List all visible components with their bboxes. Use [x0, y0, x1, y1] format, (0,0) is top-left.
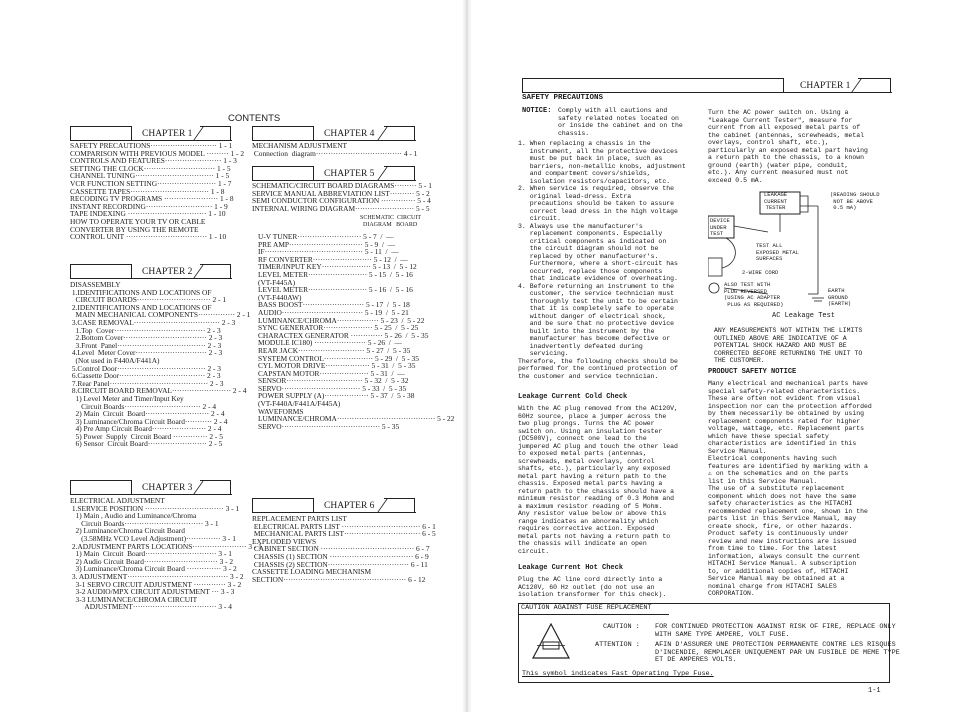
plug-label: ALSO TEST WITH PLUG REVERSED (USING AC ADAPTER PLUG AS REQUIRED) [724, 281, 784, 308]
notice-text: Comply with all cautions and safety related notes located on or inside the cabinet and on the chassis. [558, 107, 683, 137]
attention-label: ATTENTION : [595, 641, 640, 649]
page-number: 1-1 [868, 687, 881, 695]
chapter-6-list: REPLACEMENT PARTS LIST ELECTRICAL PARTS LIST ································ 6 - 1 MECHANICAL PARTS LIST······························· 6 - 5 EXPLODED VIEWS CABINET SECTION ······································ 6 - 7 CHASSIS (1) SECTION ·································· 6 - 9 CHASSIS (2) SECTION································· 6 - 11 CASSETTE LOADING MECHANISM SECTION·················································· 6 - 12 [252, 514, 436, 584]
fuse-warning-icon [531, 622, 571, 662]
leak-hot-title: Leakage Current Hot Check [518, 564, 624, 572]
right-page [472, 0, 956, 712]
chapter-3-list: ELECTRICAL ADJUSTMENT 1.SERVICE POSITION ································ 3 - 1 1) Main , Audio and Luminance/Chroma Circuit Boards································ 3 - 1 2) Luminance/Chroma Circuit Board (3.58MHz VCO Level Adjustment)·············· 3 - 1 2.ADJUSTMENT PARTS LOCATIONS······················ 3 - 1 1) Main Circuit Board····························· 3 - 1 2) Audio Circuit Board······························ 3 - 2 3) Luminance/Chroma Circuit Board ·············· 3 - 2 3. ADJUSTMENT········································· 3 - 2 3-1 SERVO CIRCUIT ADJUSTMENT ············· 3 - 2 3-2 AUDIO/MPX CIRCUIT ADJUSTMENT ··· 3 - 3 3-3 LUMINANCE/CHROMA CIRCUIT ADJUSTMENT·································· 3 - 4 [70, 496, 262, 612]
col2-intro: Turn the AC power switch on. Using a "Leakage Current Tester", measure for current from all exposed metal parts of the cabinet (antennas, screwheads, metal overlays, control shaft, etc.), particularly an exposed metal part having a return path to the chassis, to a known ground (earth) (water pipe, conduit, etc.). Any current measured must not exceed 0.5 mA. [708, 109, 868, 184]
ground-label: EARTH GROUND (EARTH) [828, 287, 852, 307]
notice-label: NOTICE: [522, 107, 552, 115]
chapter-5-column-head: SCHEMATIC CIRCUIT DIAGRAM BOARD [360, 215, 422, 228]
chapter-1-label: CHAPTER 1 [142, 129, 193, 139]
device-label: DEVICE UNDER TEST [710, 217, 730, 237]
caution-text: FOR CONTINUED PROTECTION AGAINST RISK OF FIRE, REPLACE ONLY WITH SAME TYPE AMPERE, VOLT FUSE. [655, 623, 896, 639]
chapter-4-header [252, 128, 416, 141]
right-chapter-header [522, 80, 892, 93]
reading-label: (READING SHOULD NOT BE ABOVE 0.5 mA) [830, 191, 880, 211]
chapter-5-label: CHAPTER 5 [324, 169, 375, 179]
leakage-diagram [708, 186, 918, 326]
safety-items: 1. When replacing a chassis in the instrument, all the protective devices must be put back in place, such as barriers, non-metallic knobs, adjustment and compartment covers/shields, isolation resistors/capacitors, etc. 2. When service is required, observe the original lead-dress. Extra precautions should be taken to assure correct lead dress in the high voltage circuit. 3. Always use the manufacturer's replacement components. Especially critical components as indicated on the circuit diagram should not be replaced by other manufacturer's. Furthermore, where a short-circuit has occurred, replace those components that indicate evidence of overheating. 4. Before returning an instrument to the customer, the service technician must thoroughly test the unit to be certain that it is completely safe to operate without danger of electrical shock, and be sure that no protective device built into the instrument by the manufacturer has become defective or inadvertently defeated during servicing. Therefore, the following checks should be performed for the continued protection of the customer and service technician. [518, 140, 686, 380]
book-spine [462, 0, 472, 712]
chapter-1-header [70, 128, 232, 141]
chapter-2-label: CHAPTER 2 [142, 267, 193, 277]
chapter-3-label: CHAPTER 3 [142, 483, 193, 493]
cord-label: 2-WIRE CORD [742, 269, 779, 276]
diagram-caption: AC Leakage Test [772, 312, 836, 320]
chapter-2-list: DISASSEMBLY 1.IDENTIFICATIONS AND LOCATIONS OF CIRCUIT BOARDS······························ 2 - 1 2.IDENTIFICATIONS AND LOCATIONS OF MAIN MECHANICAL COMPONENTS··············· 2 - 1 3.CASE REMOVAL··································· 2 - 3 1.Top Cover····································· 2 - 3 2.Bottom Cover·································· 2 - 3 3.Front Panel···································· 2 - 3 4.Level Meter Cover····························· 2 - 3 (Not used in F440A/F441A) 5.Control Door···································· 2 - 3 6.Cassette Door··································· 2 - 3 7.Rear Panel········································ 2 - 3 8.CIRCUIT BOARD REMOVAL························ 2 - 4 1) Level Meter and Timer/Input Key Circuit Boards······························· 2 - 4 2) Main Circuit Board·························· 2 - 4 3) Luminance/Chroma Circuit Board··········· 2 - 4 4) Pre Amp Circuit Board······················ 2 - 4 5) Power Supply Circuit Board ·············· 2 - 5 6) Sensor Circuit Board························ 2 - 5 [70, 280, 251, 449]
attention-text: AFIN D'ASSURER UNE PROTECTION PERMANENTE CONTRE LES RISQUES D'INCENDIE, REMPLACER UNIQUEMENT PAR UN FUSIBLE DE MEME TYPE ET DE AMPERES VOLTS. [655, 641, 900, 664]
chapter-4-list: MECHANISM ADJUSTMENT Connection diagram··································· 4 - 1 [252, 141, 418, 158]
leak-hot-text: Plug the AC line cord directly into a AC120V, 60 Hz outlet (do not use an isolation transformer for this check). [518, 576, 667, 598]
fuse-footer: This symbol indicates Fast Operating Type Fuse. [522, 670, 714, 678]
leak-cold-title: Leakage Current Cold Check [518, 393, 628, 401]
chapter-1-list: SAFETY PRECAUTIONS··························· 1 - 1 COMPARISON WITH PREVIOUS MODEL ········· 1 - 2 CONTROLS AND FEATURES······················· 1 - 3 SETTING THE CLOCK····························· 1 - 5 CHANNEL TUNING································ 1 - 5 VCR FUNCTION SETTING························ 1 - 7 CASSETTE TAPES································ 1 - 8 RECODING TV PROGRAMS ······················ 1 - 8 INSTANT RECORDING··························· 1 - 9 TAPE INDEXING ································ 1 - 10 HOW TO OPERATE YOUR TV OR CABLE CONVERTER BY USING THE REMOTE CONTROL UNIT ································· 1 - 10 [70, 141, 245, 242]
product-safety-title: PRODUCT SAFETY NOTICE [708, 368, 797, 376]
product-safety-text: Many electrical and mechanical parts have special safety-related characteristics. These are often not evident from visual inspection nor can the protection afforded by them necessarily be obtained by using replacement components rated for higher voltage, wattage, etc. Replacement parts which have these special safety characteristics are identified in this Service Manual. Electrical components having such features are identified by marking with a ⚠ on the schematics and on the parts list in this Service Manual. The use of a substitute replacement component which does not have the same safety characteristics as the HITACHI recommended replacement one, shown in the parts list in this Service Manual, may create shock, fire, or other hazards. Product safety is continuously under review and new instructions are issued from time to time. For the latest information, always consult the current HITACHI Service Manual. A subscription to, or additional copies of, HITACHI Service Manual may be obtained at a nominal charge from HITACHI SALES CORPORATION. [708, 380, 872, 597]
chapter-2-header [70, 266, 232, 279]
leak-cold-text: With the AC plug removed from the AC120V, 60Hz source, place a jumper across the two plug prongs. Turns the AC power switch on. Using an insulation tester (DC500V), connect one lead to the jumpered AC plug and touch the other lead to exposed metal parts (antennas, screwheads, metal overlays, control shafts, etc.), particularly any exposed metal part having a return path to the chassis. Exposed metal parts having a return path to the chassis should have a minimum resistor reading of 0.3 Mohm and a maximum resistor reading of 5 Mohm. Any resistor value below or above this range indicates an abnormality which requires corrective action. Exposed metal parts not having a return path to the chassis will indicate an open circuit. [518, 405, 678, 555]
safety-title: SAFETY PRECAUTIONS [522, 94, 604, 102]
left-page [0, 0, 462, 712]
right-chapter-label: CHAPTER 1 [800, 81, 851, 91]
chapter-5-list: SCHEMATIC/CIRCUIT BOARD DIAGRAMS········· 5 - 1 SERVICE MANUAL ABBREVIATION LIST·········· 5 - 2 SEMI CONDUCTOR CONFIGURATION ·············· 5 - 4 INTERNAL WIRING DIAGRAM························ 5 - 5 [252, 181, 432, 213]
fuse-caution-title: CAUTION AGAINST FUSE REPLACEMENT [521, 604, 652, 612]
contents-title: CONTENTS [228, 113, 281, 124]
caution-label: CAUTION : [603, 623, 640, 631]
chapter-3-header [70, 482, 232, 495]
caps-note: ANY MEASUREMENTS NOT WITHIN THE LIMITS OUTLINED ABOVE ARE INDICATIVE OF A POTENTIAL SHOCK HAZARD AND MUST BE CORRECTED BEFORE RETURNING THE UNIT TO THE CUSTOMER. [714, 327, 863, 364]
chapter-6-label: CHAPTER 6 [324, 501, 375, 511]
chapter-4-label: CHAPTER 4 [324, 129, 375, 139]
tester-label: LEAKAGE CURRENT TESTER [764, 191, 788, 211]
chapter-5-rows: U-V TUNER·························· 5 - 7 / — PRE AMP······························ 5 - 9 / — IF········································ 5 - 11 / — RF CONVERTER························ 5 - 12 / — TIMER/INPUT KEY···················· 5 - 13 / 5 - 12 LEVEL METER························ 5 - 15 / 5 - 16 (VT-F445A) LEVEL METER························ 5 - 16 / 5 - 16 (VT-F440AW) BASS BOOST························· 5 - 17 / 5 - 18 AUDIO································· 5 - 19 / 5 - 21 LUMINANCE/CHROMA················· 5 - 23 / 5 - 22 SYNC GENERATOR···················· 5 - 25 / 5 - 25 CHARACTEX GENERATOR ············· 5 - 26 / 5 - 35 MODULE IC180) ····················· 5 - 26 / — REAR JACK··························· 5 - 27 / 5 - 35 SYSTEM CONTROL···················· 5 - 29 / 5 - 35 CYL MOTOR DRIVE·················· 5 - 31 / 5 - 35 CAPSTAN MOTOR···················· 5 - 31 / — SENSOR······························· 5 - 32 / 5 - 32 SERVO································ 5 - 33 / 5 - 35 POWER SUPPLY (A)·················· 5 - 37 / 5 - 38 (VT-F440A/F441A/F445A) WAVEFORMS LUMINANCE/CHROMA········································ 5 - 22 SERVO········································ 5 - 35 [258, 232, 455, 431]
test-all-label: TEST ALL EXPOSED METAL SURFACES [756, 242, 799, 262]
chapter-6-header [252, 500, 416, 513]
chapter-5-header [252, 168, 416, 181]
